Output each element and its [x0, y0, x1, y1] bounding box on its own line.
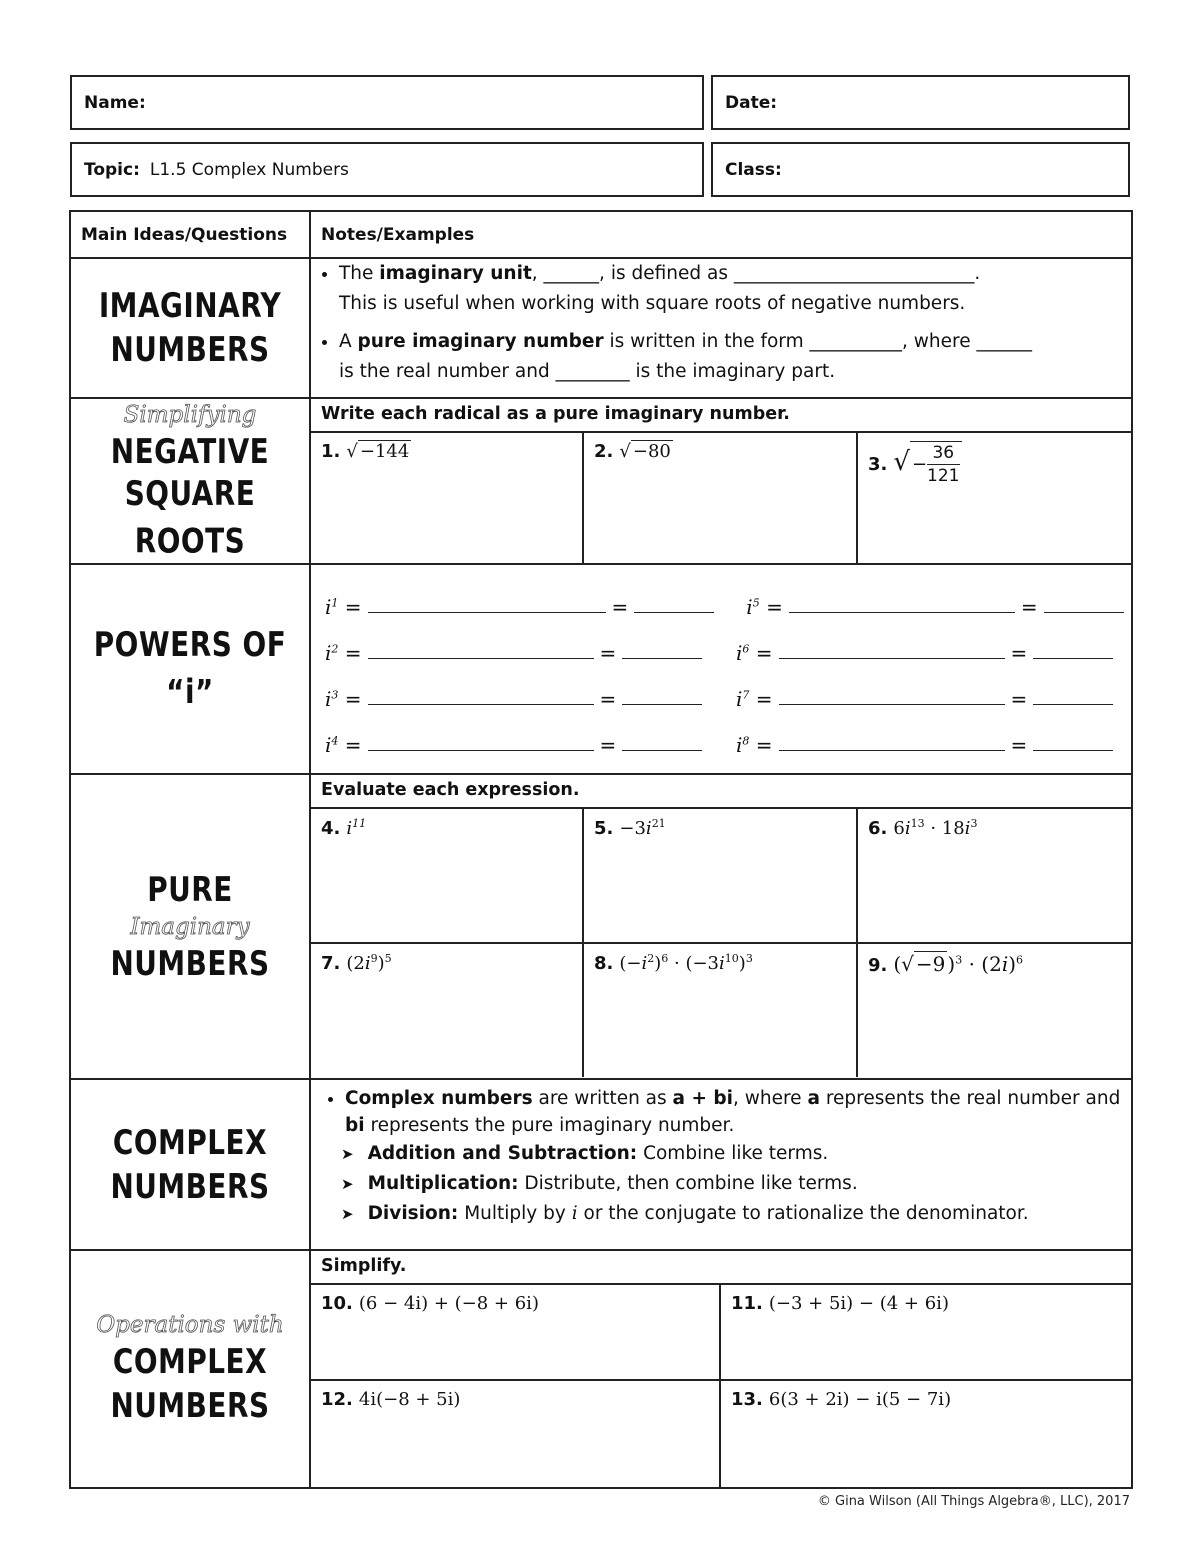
name-field[interactable]	[70, 75, 704, 130]
section-powers-notes	[310, 564, 1132, 774]
operations-title-2: NUMBERS	[110, 1386, 270, 1426]
problem-12[interactable]: 12. 4i(−8 + 5i)	[311, 1381, 721, 1487]
powers-row: $i^3$ = = $i^7$ = =	[325, 665, 1121, 711]
imaginary-title-1: IMAGINARY	[98, 286, 282, 326]
complex-title-2: NUMBERS	[110, 1167, 270, 1206]
section-negative-label	[70, 398, 310, 564]
negative-script: Simplifying	[123, 402, 257, 428]
powers-row: $i^1$ = = $i^5$ = =	[325, 573, 1121, 619]
section-complex-label	[70, 1079, 310, 1250]
negative-title-2: SQUARE ROOTS	[124, 474, 256, 562]
section-operations-label	[70, 1250, 310, 1488]
problem-7[interactable]: 7. $(2i^9)^5$	[311, 944, 584, 1077]
section-negative-notes	[310, 398, 1132, 564]
negative-instruction: Write each radical as a pure imaginary number.	[311, 399, 1131, 433]
class-field[interactable]	[711, 142, 1130, 197]
problem-6[interactable]: 6. $6i^{13} \cdot 18i^3$	[858, 809, 1131, 944]
complex-title-1: COMPLEX	[112, 1123, 268, 1162]
header-notes: Notes/Examples	[310, 211, 1132, 258]
negative-title-1: NEGATIVE	[110, 432, 270, 472]
pure-title-1: PURE	[147, 870, 233, 909]
problem-4[interactable]: 4. $i^{11}$	[311, 809, 584, 944]
copyright-footer: © Gina Wilson (All Things Algebra®, LLC), 2017	[817, 1494, 1130, 1509]
complex-rule-divide: ➤ Division: Multiply by i or the conjugate to rationalize the denominator.	[373, 1199, 1131, 1229]
problem-10[interactable]: 10. (6 − 4i) + (−8 + 6i)	[311, 1285, 721, 1381]
problem-9[interactable]: 9. (√ −9 )$^3 \cdot (2i)^6$	[868, 952, 1024, 976]
imaginary-bullet-2: • A pure imaginary number is written in the form __________, where ______ is the real number and ________ is the imaginary part.	[339, 327, 1131, 387]
problem-11[interactable]: 11. (−3 + 5i) − (4 + 6i)	[721, 1285, 1131, 1381]
section-pure-notes	[310, 774, 1132, 1079]
imaginary-title-2: NUMBERS	[110, 330, 270, 370]
section-imaginary-label	[70, 258, 310, 398]
topic-label: Topic:	[84, 159, 140, 180]
problem-13[interactable]: 13. 6(3 + 2i) − i(5 − 7i)	[731, 1389, 952, 1410]
name-label: Name:	[84, 92, 146, 113]
section-pure-label	[70, 774, 310, 1079]
section-powers-label	[70, 564, 310, 774]
problem-2[interactable]: 2. √ −80	[584, 433, 858, 563]
operations-instruction: Simplify.	[311, 1251, 1131, 1285]
problem-5[interactable]: 5. $-3i^{21}$	[584, 809, 858, 944]
section-imaginary-notes	[310, 258, 1132, 398]
problem-8[interactable]: 8. $(-i^2)^6 \cdot (-3i^{10})^3$	[584, 944, 858, 1077]
topic-field	[70, 142, 704, 197]
problem-3[interactable]: 3. √ − $\frac{36}{121}$	[868, 443, 960, 486]
pure-title-2: NUMBERS	[110, 944, 270, 983]
complex-bullet: • Complex numbers are written as a + bi, where a represents the real number and bi represents the pure imaginary number. ➤ Addition and Subtraction: Combine like terms. ➤ Multiplication: Distribute, then combine like terms. ➤ Division: Multiply by i or the conjugate to rationalize the denominator.	[345, 1085, 1131, 1229]
class-label: Class:	[725, 159, 782, 180]
imaginary-bullet-1: • The imaginary unit, ______, is defined as __________________________. This is useful when working with square roots of negative numbers.	[339, 259, 1131, 319]
complex-rule-multiply: ➤ Multiplication: Distribute, then combine like terms.	[373, 1169, 1131, 1199]
operations-title-1: COMPLEX	[112, 1342, 268, 1382]
topic-value: L1.5 Complex Numbers	[149, 159, 349, 180]
date-label: Date:	[725, 92, 778, 113]
operations-script: Operations with	[96, 1312, 284, 1338]
complex-rule-add: ➤ Addition and Subtraction: Combine like terms.	[373, 1139, 1131, 1169]
problem-1[interactable]: 1. √ −144	[311, 433, 584, 563]
date-field[interactable]	[711, 75, 1130, 130]
section-complex-notes	[310, 1079, 1132, 1250]
powers-title: POWERS OF “i”	[93, 625, 287, 713]
pure-instruction: Evaluate each expression.	[311, 775, 1131, 809]
powers-row: $i^2$ = = $i^6$ = =	[325, 619, 1121, 665]
section-operations-notes	[310, 1250, 1132, 1488]
notes-table	[69, 210, 1133, 1489]
powers-row: $i^4$ = = $i^8$ = =	[325, 711, 1121, 757]
header-main-ideas: Main Ideas/Questions	[70, 211, 310, 258]
pure-script: Imaginary	[130, 913, 250, 940]
